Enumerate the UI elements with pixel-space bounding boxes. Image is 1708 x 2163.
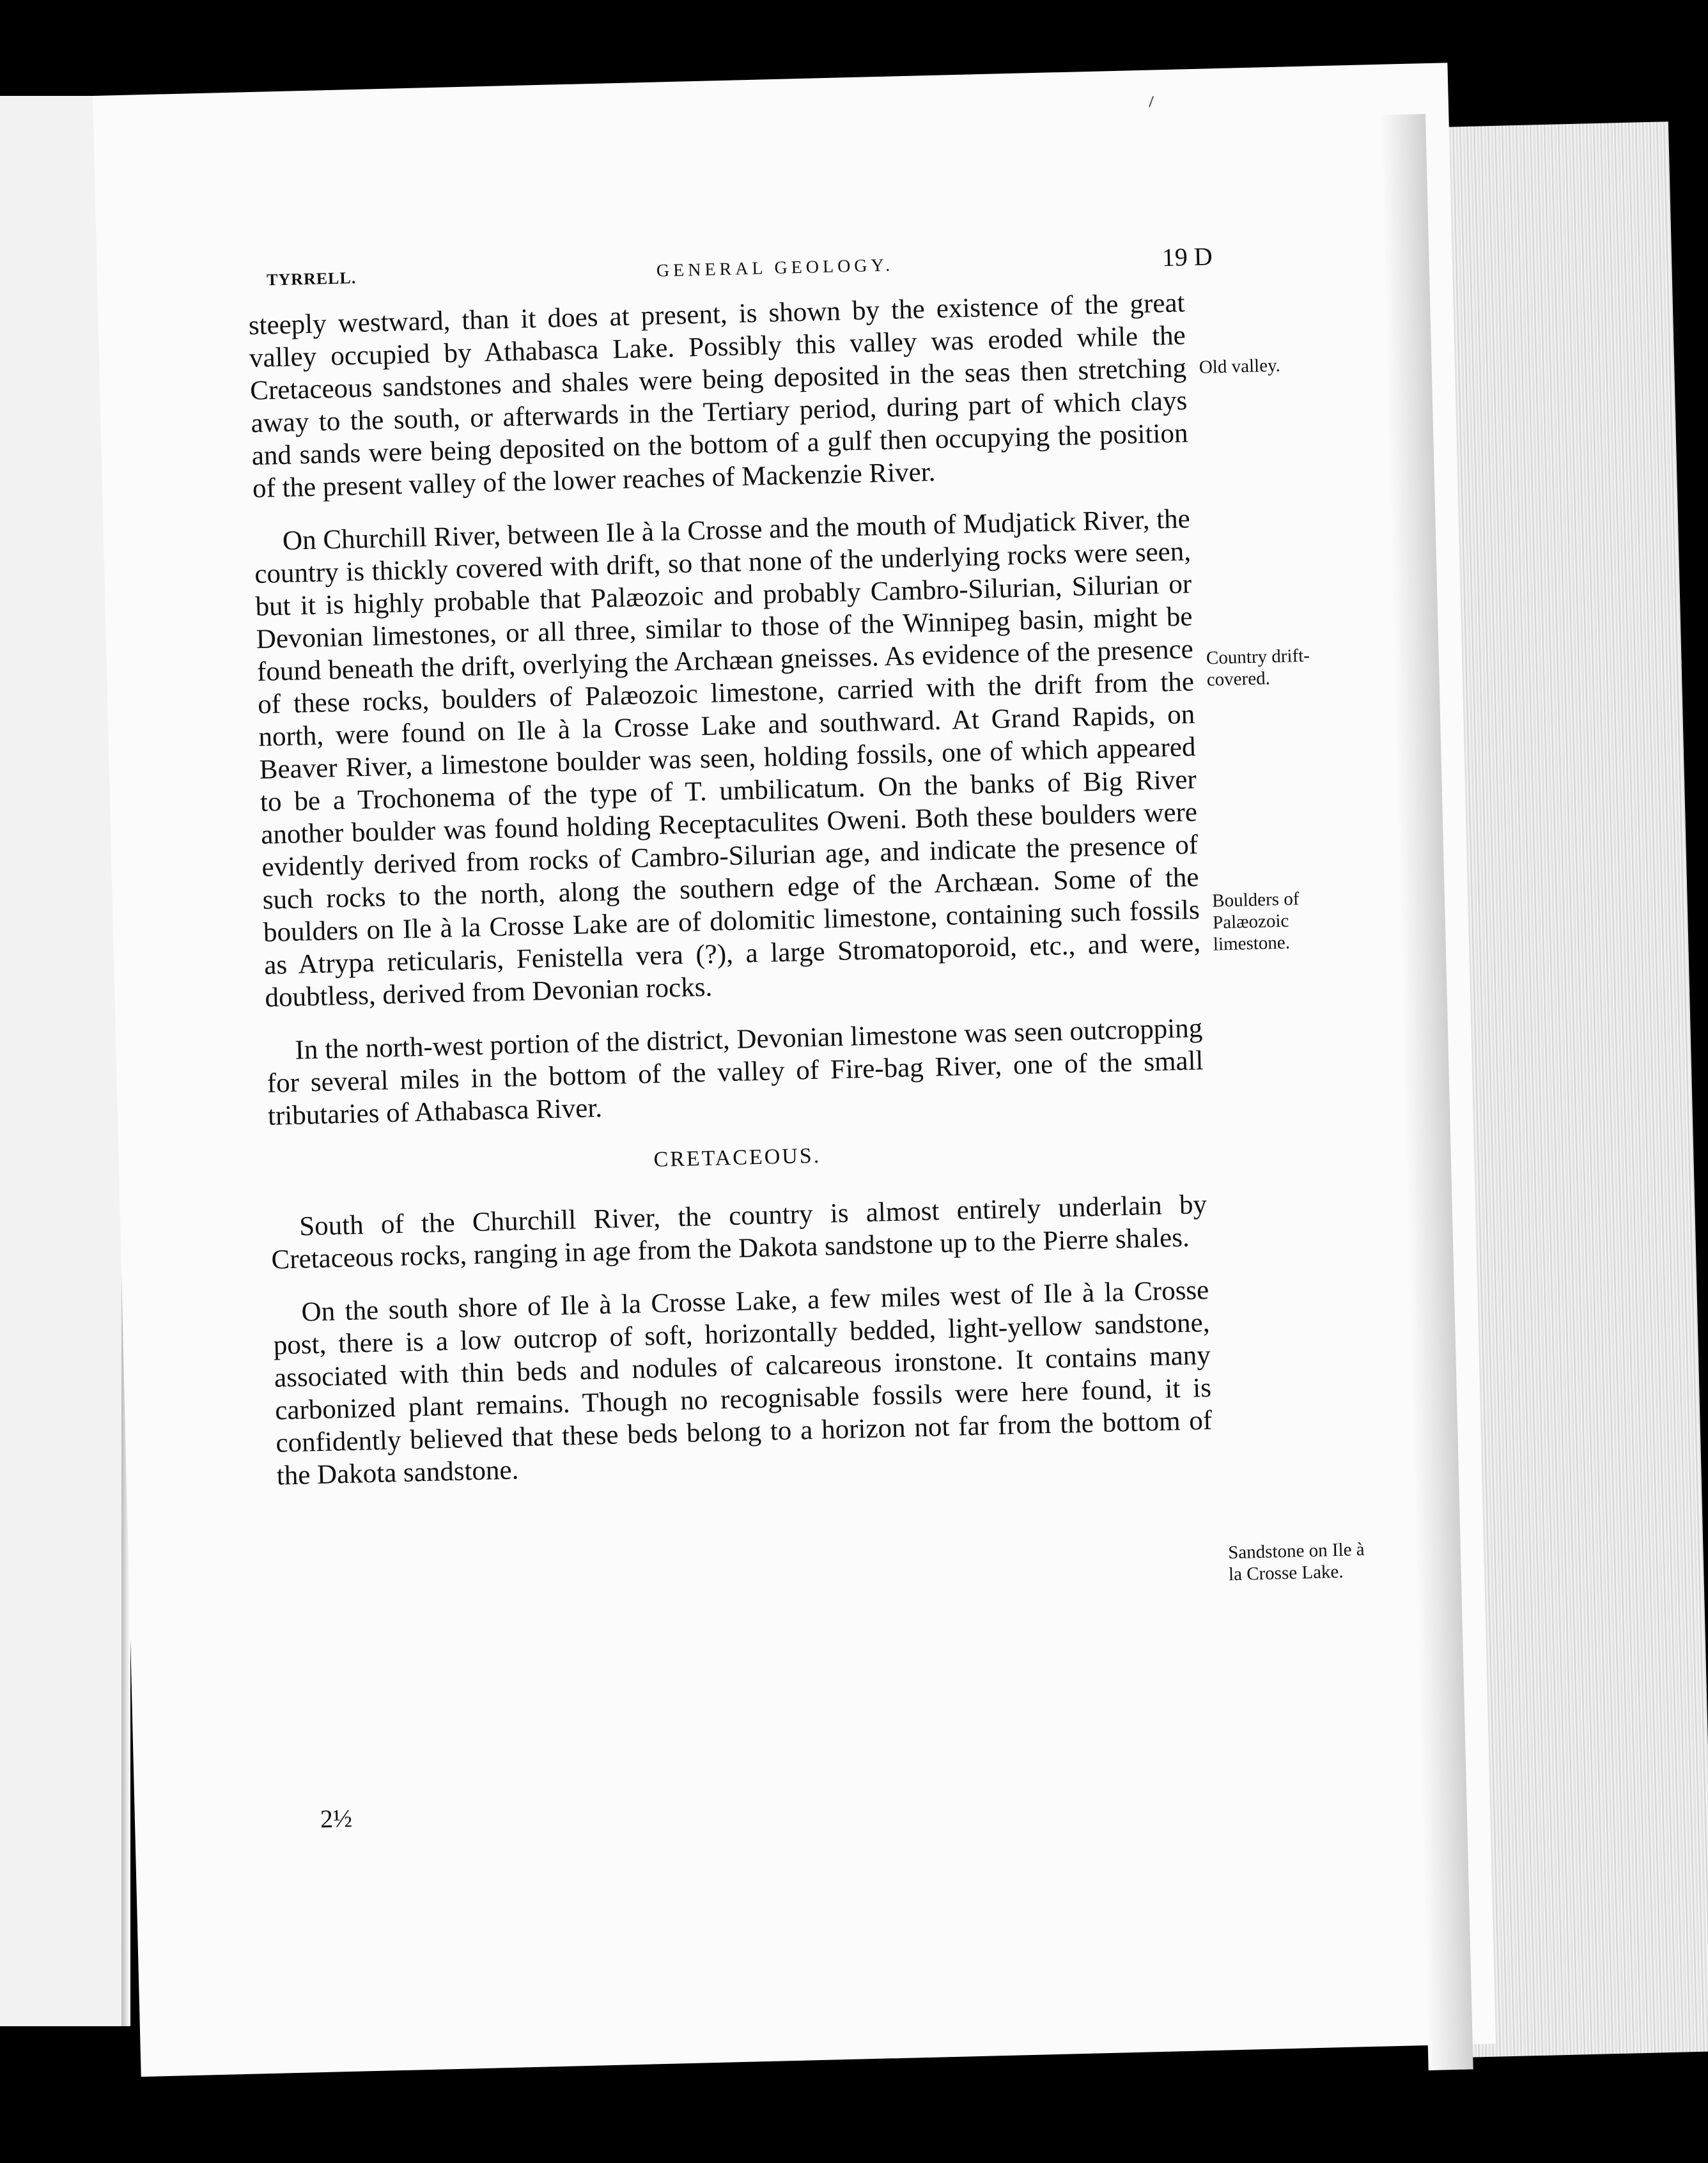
header-title: GENERAL GEOLOGY. bbox=[656, 255, 894, 281]
paragraph-churchill-river: On Churchill River, between Ile à la Crosse and the mouth of Mudjatick River, the country is thickly covered with drift, so that none of the underlying rocks were seen, but it is highly probable that Palæozoic and probably Cambro-Silurian, Silurian or Devonian limestones, or all three, similar to those of the Winnipeg basin, might be found beneath the drift, overlying the Archæan gneisses. As evidence of the presence of these rocks, boulders of Palæozoic limestone, carried with the drift from the north, were found on Ile à la Crosse Lake and southward. At Grand Rapids, on Beaver River, a limestone boulder was seen, holding fossils, one of which appeared to be a Trochonema of the type of T. umbilicatum. On the banks of Big River another boulder was found holding Receptaculites Oweni. Both these boulders were evidently derived from rocks of Cambro-Silurian age, and indicate the presence of such rocks to the north, along the southern edge of the Archæan. Some of the boulders on Ile à la Crosse Lake are of dolomitic limestone, containing such fossils as Atrypa reticularis, Fenistella vera (?), a large Stromatoporoid, etc., and were, doubtless, derived from Devonian rocks. bbox=[254, 504, 1201, 1013]
book-page bbox=[93, 63, 1496, 2077]
margin-note-boulders: Boulders of Palæozoic limestone. bbox=[1211, 888, 1300, 955]
margin-note-old-valley: Old valley. bbox=[1199, 355, 1281, 378]
section-title-cretaceous: CRETACEOUS. bbox=[653, 1144, 821, 1172]
margin-note-country-drift: Country drift-covered. bbox=[1206, 645, 1310, 690]
paragraph-sandstone: On the south shore of Ile à la Crosse Lake, a few miles west of Ile à la Crosse post, there is a low outcrop of soft, horizontally bedded, light-yellow sandstone, associated with thin beds and nodules of calcareous ironstone. It contains many carbonized plant remains. Though no recognisable fossils were here found, it is confidently believed that these beds belong to a horizon not far from the bottom of the Dakota sandstone. bbox=[273, 1275, 1213, 1491]
paragraph-old-valley: steeply westward, than it does at present, is shown by the existence of the great valley occupied by Athabasca Lake. Possibly this valley was eroded while the Cretaceous sandstones and shales were being deposited in the seas then stretching away to the south, or afterwards in the Tertiary period, during part of which clays and sands were being deposited on the bottom of a gulf then occupying the position of the present valley of the lower reaches of Mackenzie River. bbox=[248, 288, 1188, 504]
paragraph-fire-bag-river: In the north-west portion of the district, Devonian limestone was seen outcropping for several miles in the bottom of the valley of Fire-bag River, one of the small tributaries of Athabasca River. bbox=[267, 1013, 1204, 1131]
paragraph-cretaceous-rocks: South of the Churchill River, the country is almost entirely underlain by Cretaceous rocks, ranging in age from the Dakota sandstone up to the Pierre shales. bbox=[271, 1189, 1207, 1275]
page-number: 19 D bbox=[1161, 242, 1213, 272]
body-text bbox=[248, 286, 1214, 1512]
header-author: TYRRELL. bbox=[266, 268, 357, 290]
margin-note-sandstone: Sandstone on Ile à la Crosse Lake. bbox=[1227, 1539, 1365, 1585]
signature-mark: 2½ bbox=[320, 1803, 353, 1834]
